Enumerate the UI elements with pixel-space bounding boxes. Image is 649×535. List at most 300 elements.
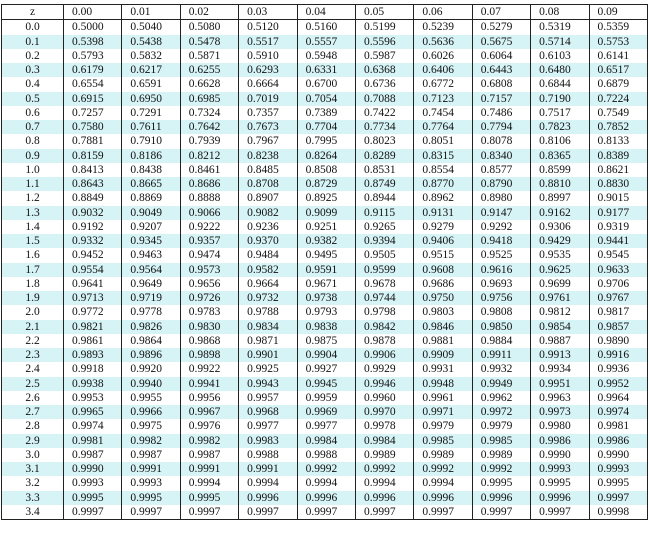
table-row (2, 177, 648, 191)
probability-cell: 0.9987 (122, 448, 180, 462)
probability-cell: 0.7549 (589, 106, 647, 120)
probability-cell: 0.9744 (355, 291, 413, 305)
probability-cell: 0.9616 (472, 263, 530, 277)
probability-cell: 0.9959 (297, 391, 355, 405)
header-col: 0.06 (414, 5, 472, 20)
probability-cell: 0.6103 (531, 49, 589, 63)
probability-cell: 0.9995 (531, 476, 589, 490)
probability-cell: 0.7088 (355, 92, 413, 106)
probability-cell: 0.6879 (589, 77, 647, 91)
probability-cell: 0.9177 (589, 206, 647, 220)
probability-cell: 0.7881 (64, 134, 122, 148)
probability-cell: 0.8389 (589, 149, 647, 163)
probability-cell: 0.9761 (531, 291, 589, 305)
probability-cell: 0.5557 (297, 35, 355, 49)
probability-cell: 0.8869 (122, 191, 180, 205)
z-value-cell: 1.3 (2, 206, 64, 220)
z-value-cell: 2.9 (2, 434, 64, 448)
table-row (2, 448, 648, 462)
probability-cell: 0.9982 (122, 434, 180, 448)
probability-cell: 0.9993 (122, 476, 180, 490)
probability-cell: 0.8643 (64, 177, 122, 191)
probability-cell: 0.9591 (297, 263, 355, 277)
probability-cell: 0.9997 (239, 505, 297, 520)
probability-cell: 0.9985 (414, 434, 472, 448)
probability-cell: 0.9429 (531, 234, 589, 248)
probability-cell: 0.5517 (239, 35, 297, 49)
probability-cell: 0.9993 (531, 462, 589, 476)
probability-cell: 0.9834 (239, 320, 297, 334)
probability-cell: 0.9996 (297, 491, 355, 505)
probability-cell: 0.9788 (239, 305, 297, 319)
z-value-cell: 3.1 (2, 462, 64, 476)
probability-cell: 0.9992 (355, 462, 413, 476)
z-value-cell: 2.8 (2, 419, 64, 433)
probability-cell: 0.8340 (472, 149, 530, 163)
probability-cell: 0.9671 (297, 277, 355, 291)
probability-cell: 0.7486 (472, 106, 530, 120)
probability-cell: 0.9699 (531, 277, 589, 291)
probability-cell: 0.9406 (414, 234, 472, 248)
table-header (2, 5, 648, 20)
table-row (2, 248, 648, 262)
z-value-cell: 3.3 (2, 491, 64, 505)
probability-cell: 0.9901 (239, 348, 297, 362)
probability-cell: 0.9394 (355, 234, 413, 248)
probability-cell: 0.9918 (64, 362, 122, 376)
probability-cell: 0.9996 (472, 491, 530, 505)
table-row (2, 434, 648, 448)
table-row (2, 77, 648, 91)
probability-cell: 0.9495 (297, 248, 355, 262)
probability-cell: 0.9484 (239, 248, 297, 262)
probability-cell: 0.9846 (414, 320, 472, 334)
probability-cell: 0.6480 (531, 63, 589, 77)
probability-cell: 0.9878 (355, 334, 413, 348)
probability-cell: 0.9857 (589, 320, 647, 334)
probability-cell: 0.9898 (180, 348, 238, 362)
probability-cell: 0.9946 (355, 377, 413, 391)
probability-cell: 0.7389 (297, 106, 355, 120)
probability-cell: 0.9975 (122, 419, 180, 433)
probability-cell: 0.7642 (180, 120, 238, 134)
z-value-cell: 2.6 (2, 391, 64, 405)
probability-cell: 0.9970 (355, 405, 413, 419)
probability-cell: 0.9964 (589, 391, 647, 405)
probability-cell: 0.9554 (64, 263, 122, 277)
probability-cell: 0.9962 (472, 391, 530, 405)
table-row (2, 334, 648, 348)
probability-cell: 0.9370 (239, 234, 297, 248)
z-value-cell: 2.4 (2, 362, 64, 376)
probability-cell: 0.9826 (122, 320, 180, 334)
probability-cell: 0.9997 (531, 505, 589, 520)
probability-cell: 0.9986 (531, 434, 589, 448)
table-row (2, 491, 648, 505)
probability-cell: 0.9115 (355, 206, 413, 220)
probability-cell: 0.5199 (355, 20, 413, 35)
probability-cell: 0.9936 (589, 362, 647, 376)
table-row (2, 49, 648, 63)
header-col: 0.05 (355, 5, 413, 20)
probability-cell: 0.8051 (414, 134, 472, 148)
probability-cell: 0.7611 (122, 120, 180, 134)
probability-cell: 0.9949 (472, 377, 530, 391)
probability-cell: 0.9798 (355, 305, 413, 319)
probability-cell: 0.6517 (589, 63, 647, 77)
z-value-cell: 1.6 (2, 248, 64, 262)
standard-normal-table (1, 4, 648, 520)
probability-cell: 0.5596 (355, 35, 413, 49)
probability-cell: 0.9987 (64, 448, 122, 462)
probability-cell: 0.9988 (297, 448, 355, 462)
probability-cell: 0.5239 (414, 20, 472, 35)
probability-cell: 0.9989 (355, 448, 413, 462)
probability-cell: 0.8554 (414, 163, 472, 177)
probability-cell: 0.9991 (239, 462, 297, 476)
probability-cell: 0.9940 (122, 377, 180, 391)
probability-cell: 0.8770 (414, 177, 472, 191)
probability-cell: 0.9131 (414, 206, 472, 220)
probability-cell: 0.6179 (64, 63, 122, 77)
probability-cell: 0.9793 (297, 305, 355, 319)
probability-cell: 0.8621 (589, 163, 647, 177)
probability-cell: 0.9922 (180, 362, 238, 376)
probability-cell: 0.8365 (531, 149, 589, 163)
probability-cell: 0.9738 (297, 291, 355, 305)
probability-cell: 0.8749 (355, 177, 413, 191)
probability-cell: 0.5319 (531, 20, 589, 35)
z-value-cell: 0.2 (2, 49, 64, 63)
probability-cell: 0.9989 (472, 448, 530, 462)
probability-cell: 0.7764 (414, 120, 472, 134)
probability-cell: 0.8708 (239, 177, 297, 191)
probability-cell: 0.9418 (472, 234, 530, 248)
probability-cell: 0.7019 (239, 92, 297, 106)
probability-cell: 0.9994 (414, 476, 472, 490)
probability-cell: 0.9997 (355, 505, 413, 520)
probability-cell: 0.9938 (64, 377, 122, 391)
probability-cell: 0.8665 (122, 177, 180, 191)
probability-cell: 0.9861 (64, 334, 122, 348)
table-row (2, 277, 648, 291)
probability-cell: 0.6293 (239, 63, 297, 77)
probability-cell: 0.7190 (531, 92, 589, 106)
probability-cell: 0.8106 (531, 134, 589, 148)
probability-cell: 0.6217 (122, 63, 180, 77)
probability-cell: 0.9783 (180, 305, 238, 319)
z-value-cell: 2.0 (2, 305, 64, 319)
probability-cell: 0.9641 (64, 277, 122, 291)
probability-cell: 0.7291 (122, 106, 180, 120)
probability-cell: 0.9649 (122, 277, 180, 291)
probability-cell: 0.9535 (531, 248, 589, 262)
probability-cell: 0.8599 (531, 163, 589, 177)
probability-cell: 0.9292 (472, 220, 530, 234)
probability-cell: 0.6844 (531, 77, 589, 91)
z-value-cell: 1.0 (2, 163, 64, 177)
probability-cell: 0.9332 (64, 234, 122, 248)
probability-cell: 0.9864 (122, 334, 180, 348)
probability-cell: 0.9952 (589, 377, 647, 391)
probability-cell: 0.8078 (472, 134, 530, 148)
probability-cell: 0.9956 (180, 391, 238, 405)
probability-cell: 0.9842 (355, 320, 413, 334)
probability-cell: 0.9850 (472, 320, 530, 334)
probability-cell: 0.9573 (180, 263, 238, 277)
z-value-cell: 0.0 (2, 20, 64, 35)
probability-cell: 0.9932 (472, 362, 530, 376)
probability-cell: 0.6331 (297, 63, 355, 77)
probability-cell: 0.9987 (180, 448, 238, 462)
table-row (2, 505, 648, 520)
probability-cell: 0.7852 (589, 120, 647, 134)
probability-cell: 0.9931 (414, 362, 472, 376)
probability-cell: 0.9990 (531, 448, 589, 462)
probability-cell: 0.9893 (64, 348, 122, 362)
probability-cell: 0.9972 (472, 405, 530, 419)
probability-cell: 0.9767 (589, 291, 647, 305)
probability-cell: 0.8849 (64, 191, 122, 205)
probability-cell: 0.9319 (589, 220, 647, 234)
header-col: 0.08 (531, 5, 589, 20)
probability-cell: 0.9756 (472, 291, 530, 305)
probability-cell: 0.9925 (239, 362, 297, 376)
z-value-cell: 2.7 (2, 405, 64, 419)
probability-cell: 0.9345 (122, 234, 180, 248)
probability-cell: 0.9967 (180, 405, 238, 419)
table-row (2, 149, 648, 163)
probability-cell: 0.9992 (414, 462, 472, 476)
z-value-cell: 0.1 (2, 35, 64, 49)
probability-cell: 0.7257 (64, 106, 122, 120)
probability-cell: 0.9980 (531, 419, 589, 433)
probability-cell: 0.9525 (472, 248, 530, 262)
probability-cell: 0.9971 (414, 405, 472, 419)
probability-cell: 0.8212 (180, 149, 238, 163)
probability-cell: 0.9656 (180, 277, 238, 291)
probability-cell: 0.7823 (531, 120, 589, 134)
table-row (2, 391, 648, 405)
probability-cell: 0.9306 (531, 220, 589, 234)
header-col: 0.04 (297, 5, 355, 20)
probability-cell: 0.8577 (472, 163, 530, 177)
probability-cell: 0.6554 (64, 77, 122, 91)
table-row (2, 106, 648, 120)
probability-cell: 0.9236 (239, 220, 297, 234)
probability-cell: 0.8438 (122, 163, 180, 177)
probability-cell: 0.9812 (531, 305, 589, 319)
header-col: 0.09 (589, 5, 647, 20)
probability-cell: 0.8907 (239, 191, 297, 205)
probability-cell: 0.9996 (355, 491, 413, 505)
probability-cell: 0.9920 (122, 362, 180, 376)
probability-cell: 0.9981 (589, 419, 647, 433)
probability-cell: 0.9664 (239, 277, 297, 291)
table-row (2, 35, 648, 49)
table-row (2, 320, 648, 334)
probability-cell: 0.7422 (355, 106, 413, 120)
probability-cell: 0.9881 (414, 334, 472, 348)
probability-cell: 0.9948 (414, 377, 472, 391)
probability-cell: 0.8461 (180, 163, 238, 177)
probability-cell: 0.9778 (122, 305, 180, 319)
probability-cell: 0.7054 (297, 92, 355, 106)
probability-cell: 0.6368 (355, 63, 413, 77)
probability-cell: 0.9608 (414, 263, 472, 277)
probability-cell: 0.9887 (531, 334, 589, 348)
probability-cell: 0.9953 (64, 391, 122, 405)
probability-cell: 0.5160 (297, 20, 355, 35)
probability-cell: 0.9961 (414, 391, 472, 405)
probability-cell: 0.6808 (472, 77, 530, 91)
table-row (2, 20, 648, 35)
probability-cell: 0.9995 (180, 491, 238, 505)
probability-cell: 0.7734 (355, 120, 413, 134)
probability-cell: 0.9941 (180, 377, 238, 391)
probability-cell: 0.9463 (122, 248, 180, 262)
probability-cell: 0.9992 (297, 462, 355, 476)
probability-cell: 0.9916 (589, 348, 647, 362)
probability-cell: 0.9991 (180, 462, 238, 476)
probability-cell: 0.9909 (414, 348, 472, 362)
probability-cell: 0.9994 (239, 476, 297, 490)
probability-cell: 0.9808 (472, 305, 530, 319)
probability-cell: 0.9927 (297, 362, 355, 376)
probability-cell: 0.9977 (297, 419, 355, 433)
probability-cell: 0.9693 (472, 277, 530, 291)
probability-cell: 0.9633 (589, 263, 647, 277)
probability-cell: 0.9945 (297, 377, 355, 391)
probability-cell: 0.9515 (414, 248, 472, 262)
table-row (2, 348, 648, 362)
probability-cell: 0.9984 (355, 434, 413, 448)
header-col: 0.00 (64, 5, 122, 20)
probability-cell: 0.5910 (239, 49, 297, 63)
probability-cell: 0.8023 (355, 134, 413, 148)
probability-cell: 0.8686 (180, 177, 238, 191)
z-value-cell: 3.4 (2, 505, 64, 520)
table-row (2, 305, 648, 319)
probability-cell: 0.8238 (239, 149, 297, 163)
table-row (2, 362, 648, 376)
probability-cell: 0.9192 (64, 220, 122, 234)
probability-cell: 0.9988 (239, 448, 297, 462)
probability-cell: 0.9995 (122, 491, 180, 505)
probability-cell: 0.7794 (472, 120, 530, 134)
probability-cell: 0.8830 (589, 177, 647, 191)
probability-cell: 0.7995 (297, 134, 355, 148)
z-value-cell: 1.8 (2, 277, 64, 291)
probability-cell: 0.8186 (122, 149, 180, 163)
probability-cell: 0.9545 (589, 248, 647, 262)
probability-cell: 0.9279 (414, 220, 472, 234)
probability-cell: 0.8790 (472, 177, 530, 191)
probability-cell: 0.9966 (122, 405, 180, 419)
probability-cell: 0.6591 (122, 77, 180, 91)
probability-cell: 0.9969 (297, 405, 355, 419)
probability-cell: 0.7517 (531, 106, 589, 120)
probability-cell: 0.9974 (64, 419, 122, 433)
probability-cell: 0.8531 (355, 163, 413, 177)
probability-cell: 0.9993 (64, 476, 122, 490)
probability-cell: 0.9983 (239, 434, 297, 448)
probability-cell: 0.5000 (64, 20, 122, 35)
probability-cell: 0.9993 (589, 462, 647, 476)
probability-cell: 0.5832 (122, 49, 180, 63)
table-row (2, 191, 648, 205)
probability-cell: 0.9772 (64, 305, 122, 319)
probability-cell: 0.9049 (122, 206, 180, 220)
probability-cell: 0.8980 (472, 191, 530, 205)
probability-cell: 0.9997 (297, 505, 355, 520)
probability-cell: 0.9994 (297, 476, 355, 490)
probability-cell: 0.5714 (531, 35, 589, 49)
probability-cell: 0.9582 (239, 263, 297, 277)
probability-cell: 0.9147 (472, 206, 530, 220)
probability-cell: 0.6700 (297, 77, 355, 91)
probability-cell: 0.9382 (297, 234, 355, 248)
probability-cell: 0.7704 (297, 120, 355, 134)
probability-cell: 0.9082 (239, 206, 297, 220)
z-value-cell: 3.0 (2, 448, 64, 462)
probability-cell: 0.5279 (472, 20, 530, 35)
probability-cell: 0.9875 (297, 334, 355, 348)
header-col: 0.02 (180, 5, 238, 20)
probability-cell: 0.7224 (589, 92, 647, 106)
probability-cell: 0.9976 (180, 419, 238, 433)
header-col: 0.01 (122, 5, 180, 20)
probability-cell: 0.9162 (531, 206, 589, 220)
probability-cell: 0.9505 (355, 248, 413, 262)
probability-cell: 0.9965 (64, 405, 122, 419)
probability-cell: 0.6950 (122, 92, 180, 106)
probability-cell: 0.8729 (297, 177, 355, 191)
probability-cell: 0.7580 (64, 120, 122, 134)
probability-cell: 0.9251 (297, 220, 355, 234)
probability-cell: 0.9951 (531, 377, 589, 391)
probability-cell: 0.9996 (239, 491, 297, 505)
probability-cell: 0.6443 (472, 63, 530, 77)
probability-cell: 0.9997 (414, 505, 472, 520)
probability-cell: 0.5793 (64, 49, 122, 63)
probability-cell: 0.9994 (355, 476, 413, 490)
probability-cell: 0.7324 (180, 106, 238, 120)
probability-cell: 0.9713 (64, 291, 122, 305)
probability-cell: 0.9871 (239, 334, 297, 348)
table-row (2, 291, 648, 305)
probability-cell: 0.9890 (589, 334, 647, 348)
probability-cell: 0.5636 (414, 35, 472, 49)
probability-cell: 0.6772 (414, 77, 472, 91)
probability-cell: 0.9817 (589, 305, 647, 319)
probability-cell: 0.5040 (122, 20, 180, 35)
table-row (2, 377, 648, 391)
probability-cell: 0.9904 (297, 348, 355, 362)
probability-cell: 0.9750 (414, 291, 472, 305)
z-value-cell: 2.3 (2, 348, 64, 362)
probability-cell: 0.9719 (122, 291, 180, 305)
probability-cell: 0.8997 (531, 191, 589, 205)
probability-cell: 0.5871 (180, 49, 238, 63)
header-col: 0.07 (472, 5, 530, 20)
table-row (2, 92, 648, 106)
probability-cell: 0.8264 (297, 149, 355, 163)
z-value-cell: 1.7 (2, 263, 64, 277)
probability-cell: 0.9997 (122, 505, 180, 520)
probability-cell: 0.9979 (472, 419, 530, 433)
probability-cell: 0.9732 (239, 291, 297, 305)
